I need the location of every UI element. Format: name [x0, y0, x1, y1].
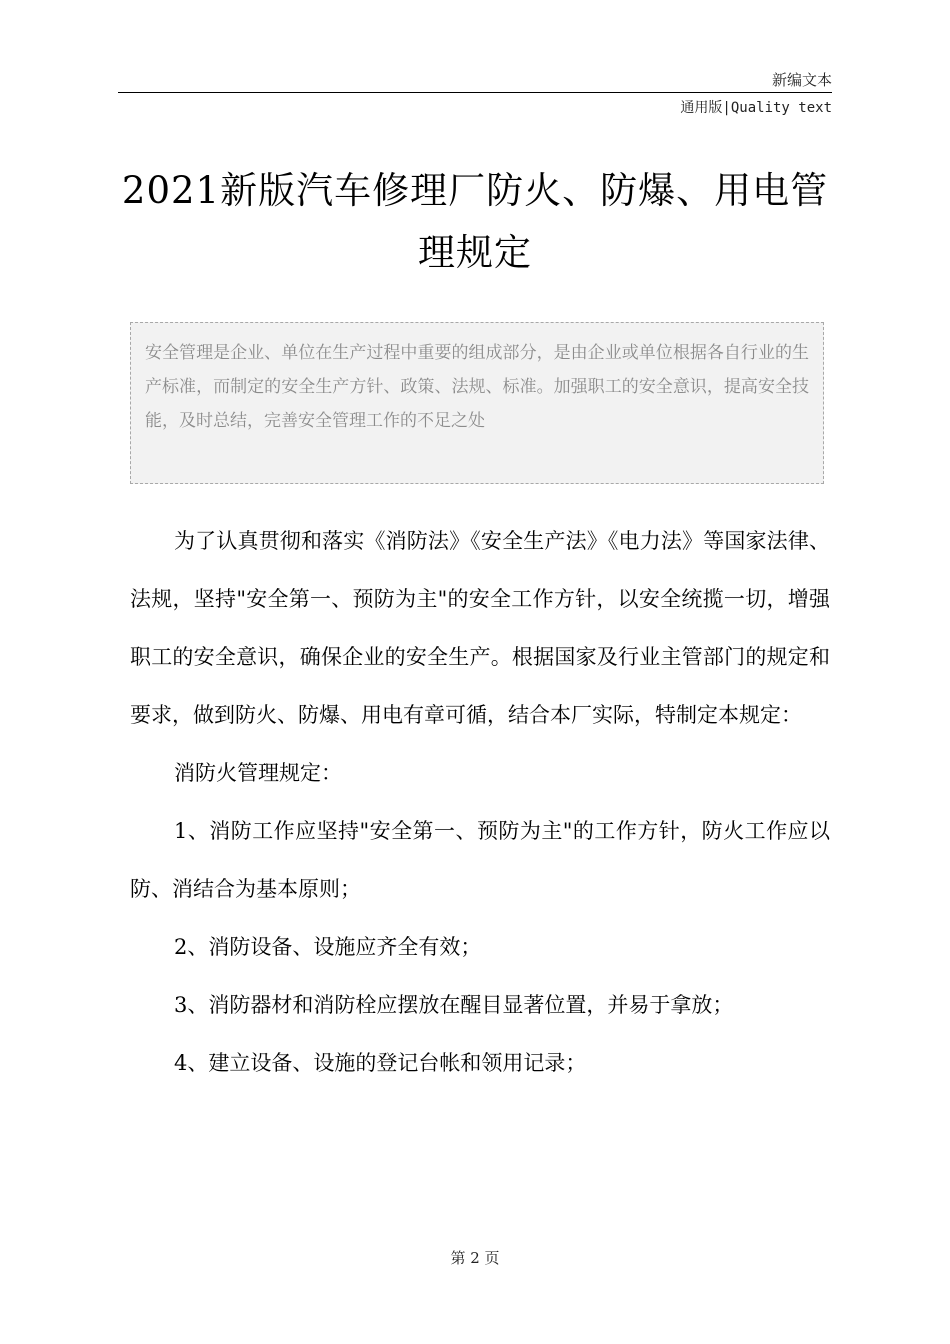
- document-title: 2021新版汽车修理厂防火、防爆、用电管理规定: [121, 169, 829, 274]
- paragraph-rule-1: 1、消防工作应坚持"安全第一、预防为主"的工作方针，防火工作应以防、消结合为基本原则；: [130, 819, 830, 901]
- header-sublabel: 通用版|Quality text: [680, 100, 832, 116]
- paragraph-intro: 为了认真贯彻和落实《消防法》《安全生产法》《电力法》等国家法律、法规，坚持"安全第一、预防为主"的安全工作方针，以安全统揽一切，增强职工的安全意识，确保企业的安全生产。根据国家及行业主管部门的规定和要求，做到防火、防爆、用电有章可循，结合本厂实际，特制定本规定：: [130, 529, 830, 727]
- summary-box: 安全管理是企业、单位在生产过程中重要的组成部分，是由企业或单位根据各自行业的生产标准，而制定的安全生产方针、政策、法规、标准。加强职工的安全意识，提高安全技能，及时总结，完善安全管理工作的不足之处: [130, 322, 824, 484]
- paragraph-section-heading: 消防火管理规定：: [174, 761, 342, 785]
- document-body: [130, 512, 830, 1092]
- header-label: 新编文本: [771, 71, 832, 89]
- paragraph-rule-3: 3、消防器材和消防栓应摆放在醒目显著位置，并易于拿放；: [174, 993, 734, 1017]
- paragraph-rule-4: 4、建立设备、设施的登记台帐和领用记录；: [174, 1051, 587, 1075]
- paragraph-rule-2: 2、消防设备、设施应齐全有效；: [174, 935, 482, 959]
- page-number: 第 2 页: [450, 1249, 500, 1267]
- header-divider: [118, 92, 832, 93]
